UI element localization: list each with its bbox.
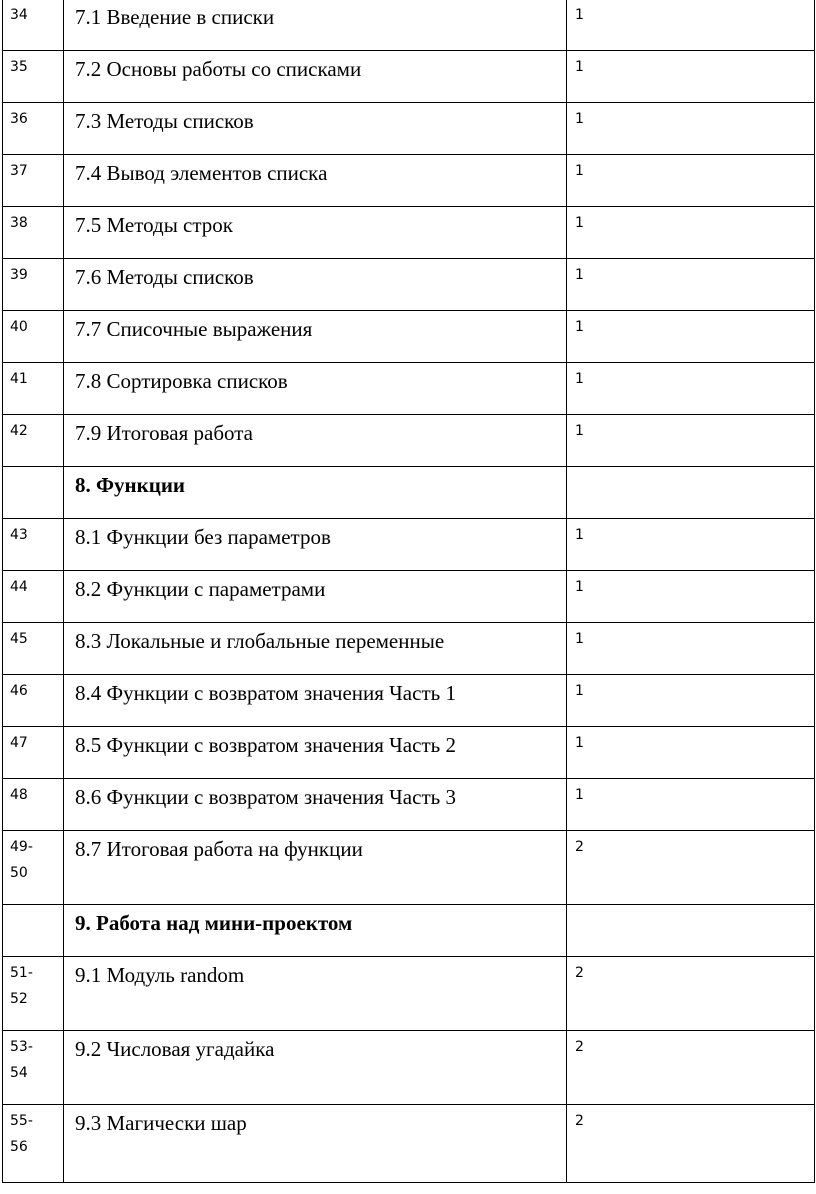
lesson-hours: 1 <box>567 363 815 415</box>
lesson-title: 8.3 Локальные и глобальные переменные <box>64 623 567 675</box>
lesson-hours: 1 <box>567 415 815 467</box>
lesson-hours: 1 <box>567 259 815 311</box>
lesson-number: 42 <box>3 415 64 467</box>
lesson-title: 7.7 Списочные выражения <box>64 311 567 363</box>
lesson-row <box>3 363 815 415</box>
lesson-hours: 1 <box>567 779 815 831</box>
lesson-row <box>3 51 815 103</box>
lesson-row <box>3 623 815 675</box>
lesson-number: 40 <box>3 311 64 363</box>
lesson-title: 7.9 Итоговая работа <box>64 415 567 467</box>
lesson-title: 7.4 Вывод элементов списка <box>64 155 567 207</box>
lesson-title: 8.4 Функции с возвратом значения Часть 1 <box>64 675 567 727</box>
lesson-row <box>3 103 815 155</box>
lesson-hours <box>567 467 815 519</box>
lesson-title: 8.1 Функции без параметров <box>64 519 567 571</box>
lesson-title: 7.3 Методы списков <box>64 103 567 155</box>
lesson-number <box>3 905 64 957</box>
lesson-title: 7.8 Сортировка списков <box>64 363 567 415</box>
lesson-plan-table <box>2 0 815 1183</box>
lesson-hours: 1 <box>567 51 815 103</box>
lesson-title: 7.2 Основы работы со списками <box>64 51 567 103</box>
lesson-number: 46 <box>3 675 64 727</box>
lesson-hours: 1 <box>567 519 815 571</box>
lesson-number: 51- 52 <box>3 957 64 1031</box>
lesson-hours: 1 <box>567 103 815 155</box>
lesson-plan-body <box>3 0 815 1183</box>
lesson-number: 41 <box>3 363 64 415</box>
lesson-title: 8.5 Функции с возвратом значения Часть 2 <box>64 727 567 779</box>
lesson-number: 35 <box>3 51 64 103</box>
lesson-number: 47 <box>3 727 64 779</box>
lesson-hours: 2 <box>567 957 815 1031</box>
section-title: 9. Работа над мини-проектом <box>64 905 567 957</box>
lesson-title: 9.2 Числовая угадайка <box>64 1031 567 1105</box>
lesson-title: 8.6 Функции с возвратом значения Часть 3 <box>64 779 567 831</box>
lesson-row <box>3 155 815 207</box>
lesson-number: 43 <box>3 519 64 571</box>
lesson-title: 7.5 Методы строк <box>64 207 567 259</box>
lesson-row <box>3 311 815 363</box>
lesson-row <box>3 571 815 623</box>
lesson-title: 9.3 Магически шар <box>64 1105 567 1183</box>
lesson-row <box>3 727 815 779</box>
section-row <box>3 467 815 519</box>
lesson-hours <box>567 905 815 957</box>
lesson-title: 9.1 Модуль random <box>64 957 567 1031</box>
lesson-row <box>3 831 815 905</box>
lesson-row <box>3 415 815 467</box>
lesson-title: 7.6 Методы списков <box>64 259 567 311</box>
lesson-row <box>3 0 815 51</box>
lesson-hours: 1 <box>567 155 815 207</box>
lesson-hours: 2 <box>567 831 815 905</box>
lesson-row <box>3 957 815 1031</box>
lesson-number: 37 <box>3 155 64 207</box>
lesson-hours: 2 <box>567 1105 815 1183</box>
lesson-hours: 2 <box>567 1031 815 1105</box>
lesson-number: 53- 54 <box>3 1031 64 1105</box>
lesson-hours: 1 <box>567 311 815 363</box>
lesson-row <box>3 1105 815 1183</box>
lesson-number <box>3 467 64 519</box>
lesson-number: 48 <box>3 779 64 831</box>
lesson-hours: 1 <box>567 207 815 259</box>
lesson-title: 8.7 Итоговая работа на функции <box>64 831 567 905</box>
lesson-hours: 1 <box>567 623 815 675</box>
lesson-row <box>3 519 815 571</box>
lesson-hours: 1 <box>567 0 815 51</box>
lesson-number: 45 <box>3 623 64 675</box>
lesson-number: 44 <box>3 571 64 623</box>
lesson-row <box>3 779 815 831</box>
lesson-number: 38 <box>3 207 64 259</box>
lesson-row <box>3 207 815 259</box>
section-row <box>3 905 815 957</box>
section-title: 8. Функции <box>64 467 567 519</box>
lesson-title: 7.1 Введение в списки <box>64 0 567 51</box>
lesson-number: 39 <box>3 259 64 311</box>
lesson-number: 55- 56 <box>3 1105 64 1183</box>
lesson-row <box>3 675 815 727</box>
lesson-hours: 1 <box>567 571 815 623</box>
lesson-title: 8.2 Функции с параметрами <box>64 571 567 623</box>
lesson-number: 34 <box>3 0 64 51</box>
lesson-row <box>3 1031 815 1105</box>
lesson-hours: 1 <box>567 727 815 779</box>
lesson-hours: 1 <box>567 675 815 727</box>
lesson-row <box>3 259 815 311</box>
lesson-number: 49- 50 <box>3 831 64 905</box>
lesson-number: 36 <box>3 103 64 155</box>
